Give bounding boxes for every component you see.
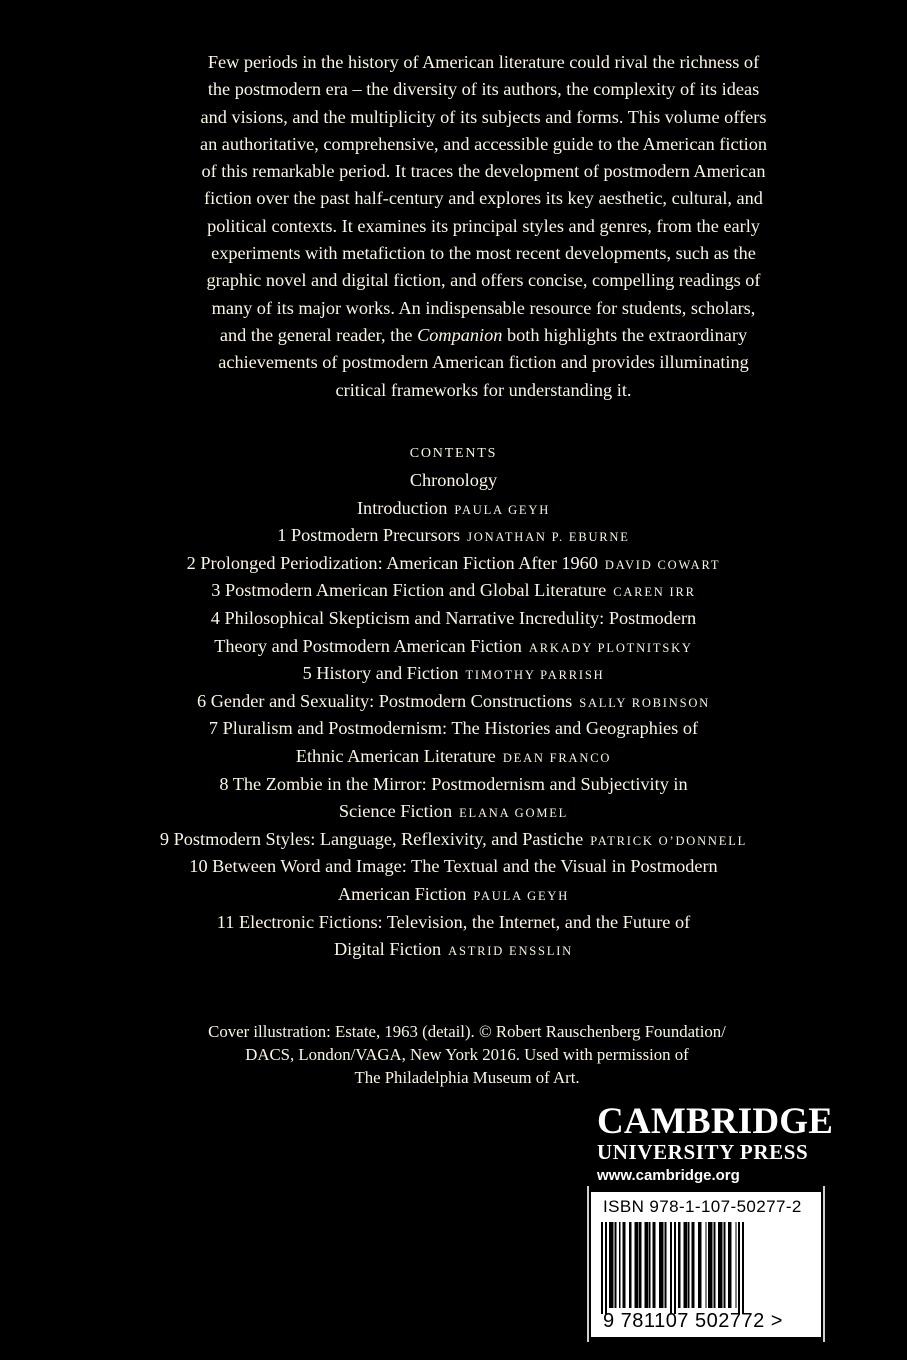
barcode-bar	[639, 1222, 642, 1308]
barcode-bar	[665, 1222, 667, 1308]
barcode-bar	[619, 1222, 621, 1308]
ean-digits: 9 781107 502772 >	[603, 1310, 783, 1332]
contents-entry-title: 3 Postmodern American Fiction and Global Literature	[211, 580, 607, 601]
contents-list	[0, 467, 907, 964]
contents-entry-title: 9 Postmodern Styles: Language, Reflexivity, and Pastiche	[159, 828, 584, 849]
blurb-text-end: both highlights the extraordinary achievements of postmodern American fiction and provides illuminating critical frameworks for understanding it.	[218, 324, 749, 400]
barcode-bar	[649, 1222, 651, 1308]
contents-entry-author: PAULA GEYH	[473, 888, 570, 903]
contents-entry	[0, 550, 907, 578]
contents-entry-author: ARKADY PLOTNITSKY	[528, 640, 693, 655]
barcode-bar	[615, 1222, 617, 1308]
contents-entry-title: American Fiction	[337, 883, 467, 904]
contents-entry	[0, 688, 907, 716]
contents-entry-title: 7 Pluralism and Postmodernism: The Histories and Geographies of	[208, 718, 699, 739]
contents-entry-title: Digital Fiction	[333, 939, 442, 960]
contents-entry-author: DEAN FRANCO	[502, 750, 612, 765]
barcode-bar	[629, 1222, 632, 1308]
contents-entry-title: Introduction	[356, 497, 448, 518]
barcode-bar	[684, 1222, 688, 1308]
contents-entry-title: 8 The Zombie in the Mirror: Postmodernism and Subjectivity in	[219, 773, 688, 794]
barcode-bar	[738, 1222, 740, 1314]
table-of-contents	[0, 440, 907, 964]
contents-entry-title: 10 Between Word and Image: The Textual and the Visual in Postmodern	[189, 856, 718, 877]
contents-entry-author: ELANA GOMEL	[459, 806, 569, 821]
contents-entry-title: 5 History and Fiction	[302, 663, 459, 684]
contents-entry-author: DAVID COWART	[604, 557, 721, 572]
contents-entry	[0, 495, 907, 523]
contents-entry-title: 6 Gender and Sexuality: Postmodern Constructions	[196, 690, 573, 711]
contents-entry-author: JONATHAN P. EBURNE	[467, 530, 630, 545]
contents-entry-title: Chronology	[409, 470, 498, 490]
contents-entry	[0, 605, 907, 633]
contents-entry	[0, 633, 907, 661]
barcode-bar	[670, 1222, 672, 1314]
barcode-bar	[659, 1222, 664, 1308]
contents-entry-title: 1 Postmodern Precursors	[277, 525, 461, 546]
contents-entry-title: Science Fiction	[338, 801, 453, 822]
barcode-bar	[742, 1222, 744, 1314]
barcode-bar	[728, 1222, 732, 1308]
barcode-bar	[718, 1222, 723, 1308]
barcode-bar	[623, 1222, 626, 1308]
barcode-bar	[714, 1222, 716, 1308]
barcode-edge-left	[587, 1186, 589, 1342]
contents-entry-title: 2 Prolonged Periodization: American Fiction After 1960	[186, 552, 598, 573]
barcode-bar	[736, 1222, 737, 1308]
contents-entry	[0, 577, 907, 605]
barcode-bar	[601, 1222, 603, 1314]
publisher-subtitle: UNIVERSITY PRESS	[597, 1140, 809, 1164]
blurb-companion-italic: Companion	[417, 324, 503, 345]
contents-entry	[0, 522, 907, 550]
contents-entry	[0, 715, 907, 743]
contents-entry-title: 4 Philosophical Skepticism and Narrative Incredulity: Postmodern	[210, 607, 697, 628]
contents-entry-author: TIMOTHY PARRISH	[465, 668, 605, 683]
contents-entry	[0, 826, 907, 854]
contents-entry-title: Ethnic American Literature	[295, 745, 496, 766]
barcode-bar	[674, 1222, 676, 1314]
publisher-name: CAMBRIDGE	[597, 1101, 834, 1142]
contents-entry	[0, 771, 907, 799]
barcode-bar	[706, 1222, 707, 1308]
contents-entry-author: PAULA GEYH	[454, 502, 551, 517]
cover-illustration-credit: Cover illustration: Estate, 1963 (detail). © Robert Rauschenberg Foundation/ DACS, London/VAGA, New York 2016. Used with permission of The Philadelphia Museum of Art.	[208, 1022, 726, 1087]
barcode-bar	[605, 1222, 607, 1314]
barcode-bar	[645, 1222, 649, 1308]
barcode-bar	[688, 1222, 690, 1308]
isbn-label: ISBN 978-1-107-50277-2	[603, 1197, 802, 1216]
contents-entry	[0, 798, 907, 826]
contents-entry-author: ASTRID ENSSLIN	[448, 944, 573, 959]
contents-entry	[0, 853, 907, 881]
contents-entry-author: PATRICK O’DONNELL	[590, 833, 748, 848]
contents-entry	[0, 936, 907, 964]
contents-entry-title: 11 Electronic Fictions: Television, the Internet, and the Future of	[216, 911, 691, 932]
barcode-bar	[653, 1222, 656, 1308]
barcode-edge-right	[823, 1186, 825, 1342]
contents-entry-author: CAREN IRR	[613, 585, 696, 600]
publisher-url: www.cambridge.org	[597, 1167, 740, 1184]
barcode-bar	[708, 1222, 713, 1308]
contents-entry	[0, 743, 907, 771]
contents-heading: CONTENTS	[409, 446, 498, 461]
publisher-logo	[597, 1103, 833, 1187]
blurb-text-start: Few periods in the history of American literature could rival the richness of the postmodern era – the diversity of its authors, the complexity of its ideas and visions, and the multiplicity of its subjects and forms. This volume offers an authoritative, comprehensive, and accessible guide to the American fiction of this remarkable period. It traces the development of postmodern American fiction over the past half-century and explores its key aesthetic, cultural, and political contexts. It examines its principal styles and genres, from the early experiments with metafiction to the most recent developments, such as the graphic novel and digital fiction, and offers concise, compelling readings of many of its major works. An indispensable resource for students, scholars, and the general reader, the	[199, 52, 768, 345]
barcode-bar	[609, 1222, 614, 1308]
barcode-bar	[698, 1222, 702, 1308]
barcode-bar	[692, 1222, 695, 1308]
contents-entry	[0, 660, 907, 688]
contents-entry	[0, 467, 907, 495]
contents-entry	[0, 909, 907, 937]
contents-entry	[0, 881, 907, 909]
contents-entry-title: Theory and Postmodern American Fiction	[214, 635, 522, 656]
contents-entry-author: SALLY ROBINSON	[579, 695, 711, 710]
barcode-bar	[635, 1222, 639, 1308]
barcode-bar	[678, 1222, 681, 1308]
isbn-barcode	[591, 1192, 821, 1337]
back-cover-blurb	[150, 49, 817, 404]
barcode-bar	[724, 1222, 726, 1308]
